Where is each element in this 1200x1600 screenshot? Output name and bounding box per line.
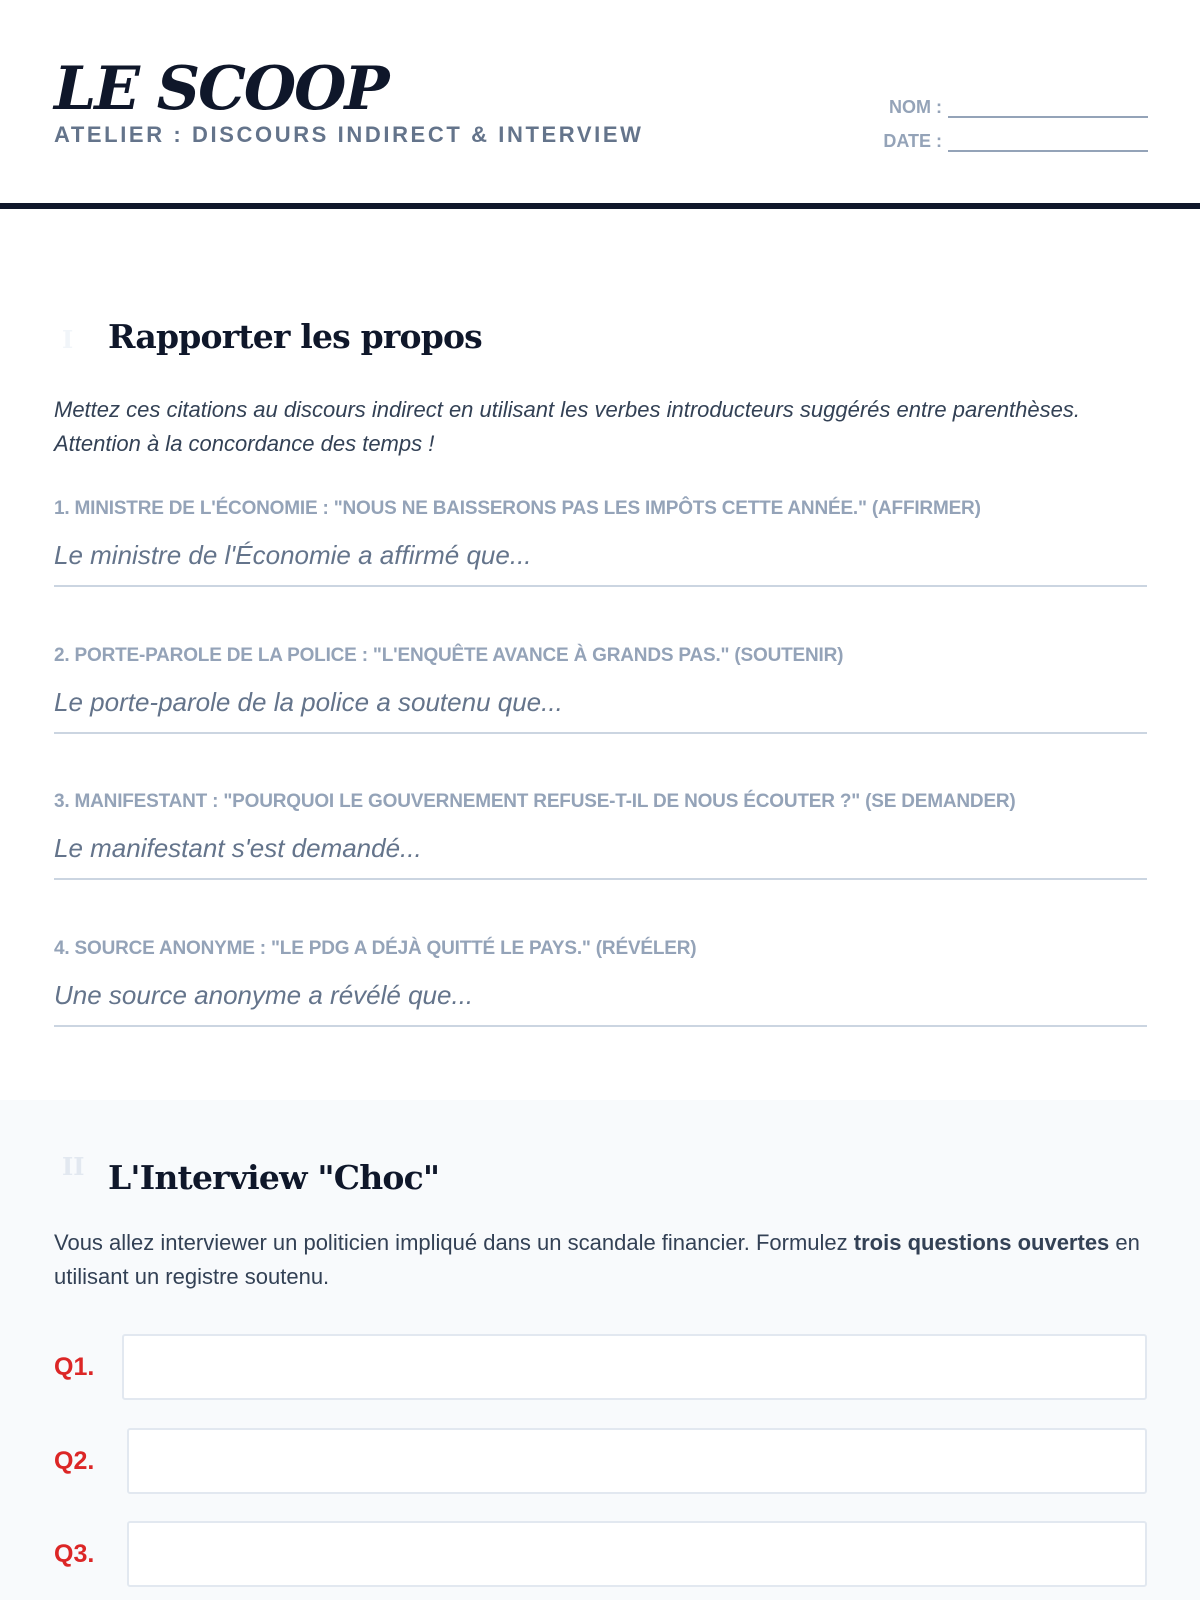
question-input[interactable] <box>122 1334 1147 1400</box>
question-row <box>54 1521 1147 1587</box>
exercise-prompt: 2. PORTE-PAROLE DE LA POLICE : "L'ENQUÊTE AVANCE À GRANDS PAS." (SOUTENIR) <box>54 645 844 666</box>
section-title: L'Interview "Choc" <box>108 1158 440 1197</box>
answer-starter[interactable]: Le ministre de l'Économie a affirmé que... <box>54 540 532 570</box>
brand-title: LE SCOOP <box>54 54 388 124</box>
date-field[interactable] <box>883 126 1148 152</box>
answer-starter[interactable]: Le porte-parole de la police a soutenu que... <box>54 687 563 717</box>
exercise-item <box>54 644 1147 734</box>
section-instructions <box>54 1226 1144 1294</box>
name-field[interactable] <box>889 92 1148 118</box>
exercise-item <box>54 497 1147 587</box>
section-number: II <box>62 1152 85 1181</box>
instructions-text: en utilisant un registre soutenu. <box>54 1230 1140 1289</box>
date-blank-line[interactable] <box>948 134 1148 152</box>
section-interview <box>0 1100 1200 1600</box>
worksheet-subtitle: ATELIER : DISCOURS INDIRECT & INTERVIEW <box>54 122 644 147</box>
question-input[interactable] <box>127 1428 1147 1494</box>
section-instructions: Mettez ces citations au discours indirect en utilisant les verbes introducteurs suggérés entre parenthèses. Attention à la concordance des temps ! <box>54 397 1080 456</box>
exercise-prompt: 3. MANIFESTANT : "POURQUOI LE GOUVERNEMENT REFUSE-T-IL DE NOUS ÉCOUTER ?" (SE DEMANDER) <box>54 791 1016 812</box>
section-number: I <box>62 325 74 354</box>
exercise-prompt: 4. SOURCE ANONYME : "LE PDG A DÉJÀ QUITTÉ LE PAYS." (RÉVÉLER) <box>54 938 697 959</box>
exercise-item <box>54 790 1147 880</box>
exercise-prompt: 1. MINISTRE DE L'ÉCONOMIE : "NOUS NE BAISSERONS PAS LES IMPÔTS CETTE ANNÉE." (AFFIRMER) <box>54 498 981 519</box>
answer-starter[interactable]: Une source anonyme a révélé que... <box>54 980 474 1010</box>
section-reported-speech <box>0 215 1200 1100</box>
question-row <box>54 1428 1147 1494</box>
instructions-emphasis: trois questions ouvertes <box>853 1230 1110 1255</box>
instructions-text: Vous allez interviewer un politicien impliqué dans un scandale financier. Formulez <box>54 1230 854 1255</box>
question-input[interactable] <box>127 1521 1147 1587</box>
exercise-item <box>54 937 1147 1027</box>
name-blank-line[interactable] <box>948 100 1148 118</box>
date-label: DATE : <box>883 131 942 151</box>
worksheet-header <box>0 0 1200 209</box>
question-label: Q3. <box>54 1540 95 1568</box>
question-row <box>54 1334 1147 1400</box>
section-title: Rapporter les propos <box>108 317 482 356</box>
name-label: NOM : <box>889 97 942 117</box>
question-label: Q2. <box>54 1447 95 1475</box>
question-label: Q1. <box>54 1353 95 1381</box>
answer-starter[interactable]: Le manifestant s'est demandé... <box>54 833 422 863</box>
